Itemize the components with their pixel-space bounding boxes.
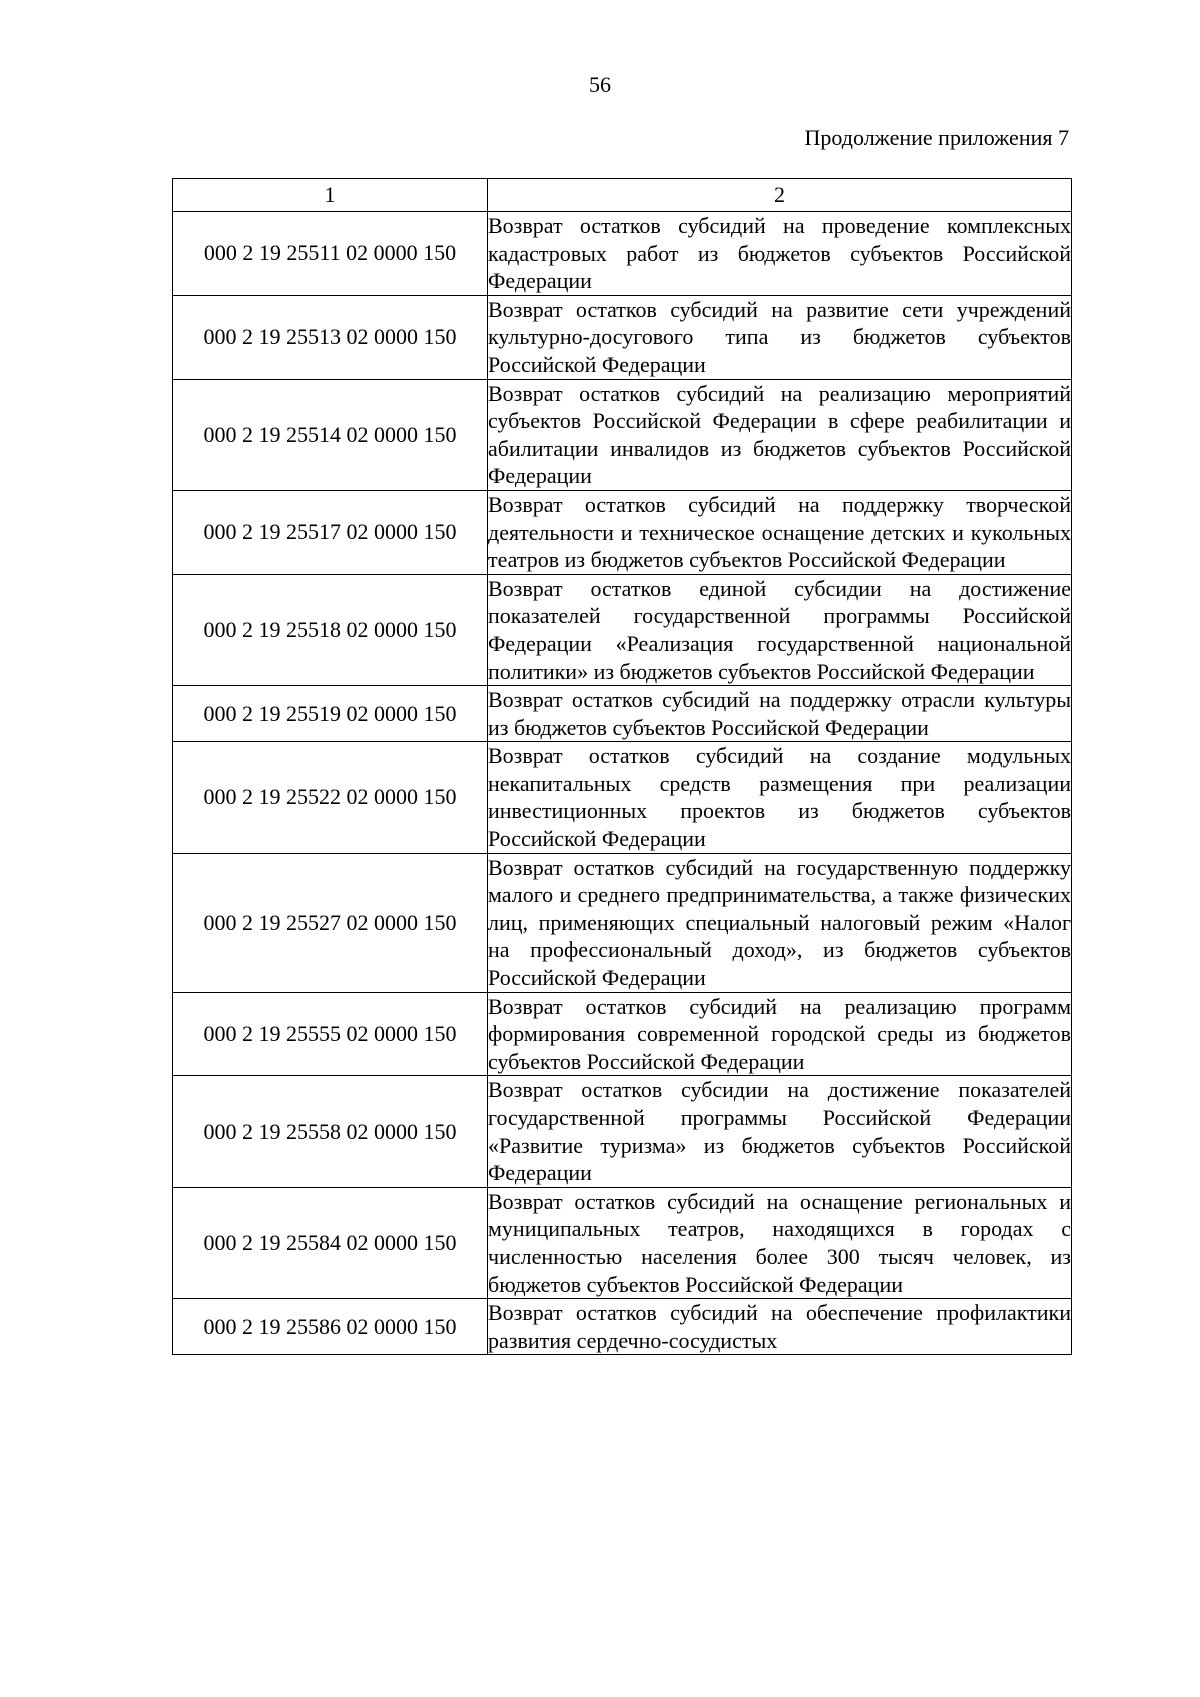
table-row — [173, 1187, 1072, 1298]
table-row — [173, 212, 1072, 296]
description-cell: Возврат остатков субсидий на создание модульных некапитальных средств размещения при реализации инвестиционных проектов из бюджетов субъектов Российской Федерации — [488, 742, 1072, 853]
column-header-1: 1 — [173, 179, 488, 212]
table-row — [173, 992, 1072, 1076]
description-cell: Возврат остатков единой субсидии на достижение показателей государственной программы Российской Федерации «Реализация государственной национальной политики» из бюджетов субъектов Российской Федерации — [488, 574, 1072, 685]
code-cell: 000 2 19 25584 02 0000 150 — [173, 1187, 488, 1298]
code-cell: 000 2 19 25513 02 0000 150 — [173, 295, 488, 379]
table-row — [173, 379, 1072, 490]
code-cell: 000 2 19 25514 02 0000 150 — [173, 379, 488, 490]
page-number: 56 — [589, 72, 611, 97]
table-row — [173, 1076, 1072, 1187]
code-cell: 000 2 19 25586 02 0000 150 — [173, 1299, 488, 1355]
description-cell: Возврат остатков субсидий на развитие сети учреждений культурно-досугового типа из бюджетов субъектов Российской Федерации — [488, 295, 1072, 379]
table-row — [173, 1299, 1072, 1355]
code-cell: 000 2 19 25527 02 0000 150 — [173, 853, 488, 992]
code-cell: 000 2 19 25517 02 0000 150 — [173, 490, 488, 574]
table-header-row — [173, 179, 1072, 212]
description-cell: Возврат остатков субсидий на реализацию мероприятий субъектов Российской Федерации в сфере реабилитации и абилитации инвалидов из бюджетов субъектов Российской Федерации — [488, 379, 1072, 490]
table-row — [173, 742, 1072, 853]
table-row — [173, 295, 1072, 379]
code-cell: 000 2 19 25518 02 0000 150 — [173, 574, 488, 685]
description-cell: Возврат остатков субсидий на государственную поддержку малого и среднего предпринимательства, а также физических лиц, применяющих специальный налоговый режим «Налог на профессиональный доход», из бюджетов субъектов Российской Федерации — [488, 853, 1072, 992]
description-cell: Возврат остатков субсидии на достижение показателей государственной программы Российской Федерации «Развитие туризма» из бюджетов субъектов Российской Федерации — [488, 1076, 1072, 1187]
code-cell: 000 2 19 25511 02 0000 150 — [173, 212, 488, 296]
code-cell: 000 2 19 25519 02 0000 150 — [173, 686, 488, 742]
description-cell: Возврат остатков субсидий на проведение комплексных кадастровых работ из бюджетов субъектов Российской Федерации — [488, 212, 1072, 296]
description-cell: Возврат остатков субсидий на обеспечение профилактики развития сердечно-сосудистых — [488, 1299, 1072, 1355]
description-cell: Возврат остатков субсидий на реализацию программ формирования современной городской среды из бюджетов субъектов Российской Федерации — [488, 992, 1072, 1076]
description-cell: Возврат остатков субсидий на поддержку отрасли культуры из бюджетов субъектов Российской Федерации — [488, 686, 1072, 742]
continuation-title: Продолжение приложения 7 — [804, 125, 1069, 150]
code-cell: 000 2 19 25555 02 0000 150 — [173, 992, 488, 1076]
budget-codes-table — [172, 178, 1072, 1355]
code-cell: 000 2 19 25522 02 0000 150 — [173, 742, 488, 853]
table-row — [173, 490, 1072, 574]
description-cell: Возврат остатков субсидий на поддержку творческой деятельности и техническое оснащение детских и кукольных театров из бюджетов субъектов Российской Федерации — [488, 490, 1072, 574]
table-row — [173, 574, 1072, 685]
table-row — [173, 853, 1072, 992]
column-header-2: 2 — [488, 179, 1072, 212]
table-row — [173, 686, 1072, 742]
code-cell: 000 2 19 25558 02 0000 150 — [173, 1076, 488, 1187]
description-cell: Возврат остатков субсидий на оснащение региональных и муниципальных театров, находящихся в городах с численностью населения более 300 тысяч человек, из бюджетов субъектов Российской Федерации — [488, 1187, 1072, 1298]
